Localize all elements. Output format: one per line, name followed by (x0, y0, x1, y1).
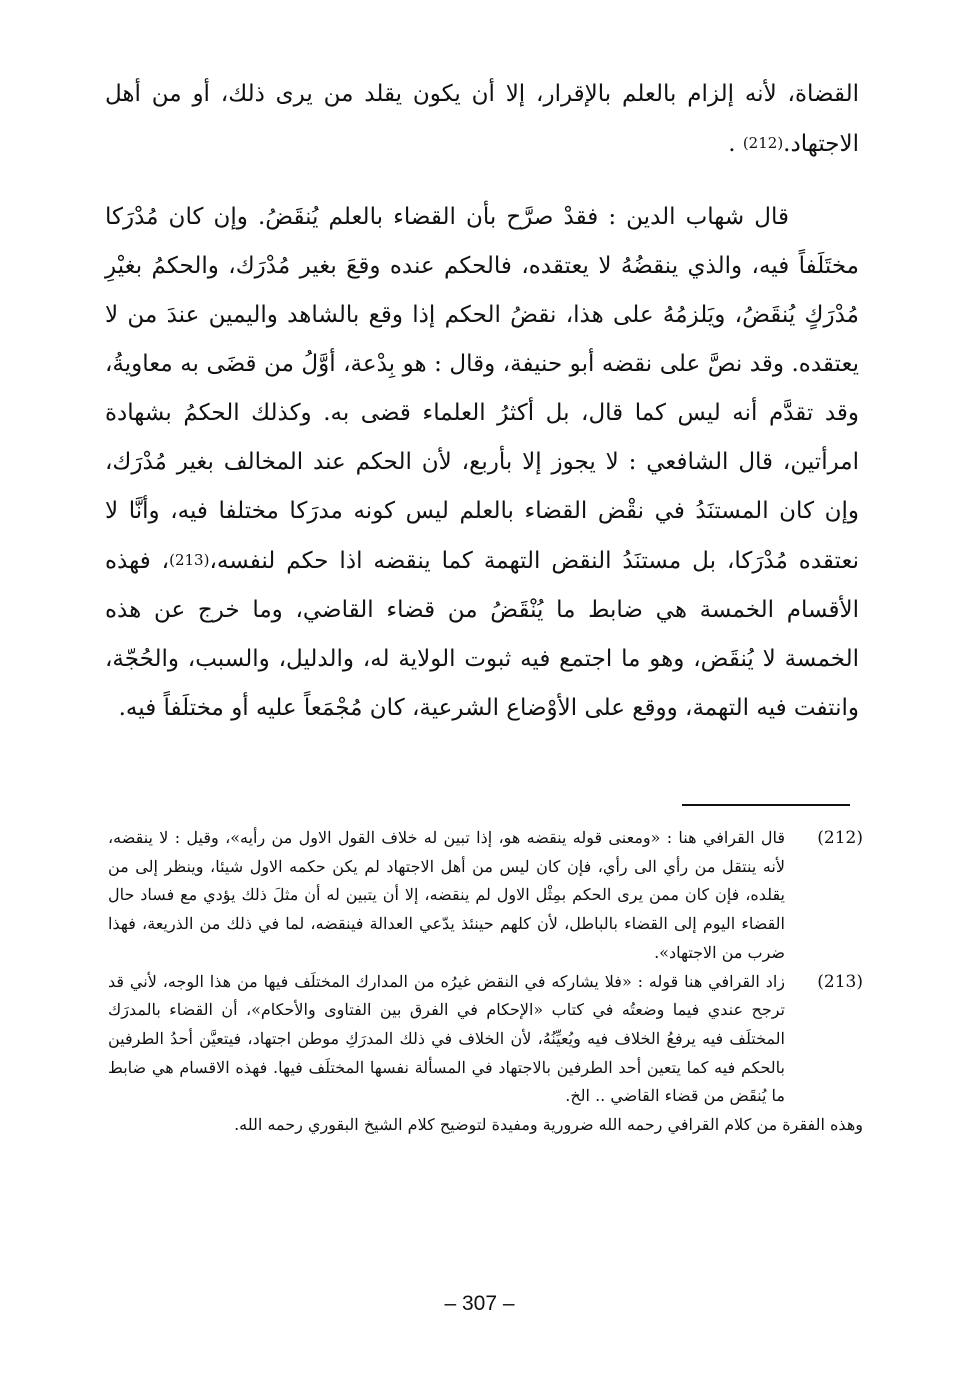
footnote-213-note: وهذه الفقرة من كلام القرافي رحمه الله ضرورية ومفيدة لتوضيح كلام الشيخ البقوري رحمه الله. (234, 1115, 863, 1135)
footnote-text: زاد القرافي هنا قوله : «فلا يشاركه في النقض غيرُه من المدارك المختلَف فيها من هذا الوجه، لأني قد ترجح عندي فيما وضعتُه في كتاب «الإحكام في الفرق بين الفتاوى والأحكام»، أن القضاء بالمدرَك المختلَف فيه يرفعُ الخلاف فيه ويُعيِّنُهُ، لأن الخلاف في ذلك المدرَكِ موطن اجتهاد، فيتعيَّن أحدُ الطرفين بالحكم فيه كما يتعين أحد الطرفين بالاجتهاد في المسألة نفسها المختلَف فيها. فهذه الاقسام هي ضابط ما يُنقَض من قضاء القاضي .. الخ. (108, 971, 785, 1106)
paragraph-continuation (105, 70, 859, 169)
footnote-separator (682, 804, 850, 806)
paragraph-1-end: . (728, 131, 743, 157)
paragraph-2 (105, 193, 859, 733)
footnotes-block (108, 824, 863, 1140)
paragraph-1-text: القضاة، لأنه إلزام بالعلم بالإقرار، إلا أن يكون يقلد من يرى ذلك، أو من أهل الاجتهاد. (105, 81, 859, 157)
main-text-block (105, 70, 859, 733)
paragraph-2-text-b: ، فهذه الأقسام الخمسة هي ضابط ما يُنْقَضُ من قضاء القاضي، وما خرج عن هذه الخمسة لا يُنقَض، وهو ما اجتمع فيه ثبوت الولاية له، والدليل، والسبب، والحُجّة، وانتفت فيه التهمة، ووقع على الأوْضاع الشرعية، كان مُجْمَعاً عليه أو مختلَفاً فيه. (105, 548, 859, 721)
footnote-number: (213) (817, 971, 863, 992)
footnote-ref-213[interactable]: (213) (169, 551, 210, 569)
footnote-text: قال القرافي هنا : «ومعنى قوله ينقضه هو، إذا تبين له خلاف القول الاول من رأيه»، وقيل : لا ينقضه، لأنه ينتقل من رأي الى رأي، فإن كان ليس من أهل الاجتهاد لم يكن حكمه الاول شيئا، وينظر إلى من يقلده، فإن كان ممن يرى الحكم بمِثْل الاول لم ينقضه، إلا أن يتبين له أن مثلَ ذلك يؤدي مع فساد حال القضاء اليوم إلى القضاء بالباطل، لأن كلهم حينئذ يدّعي العدالة فينقضه، لما في ذلك من الذريعة، فهذا ضرب من الاجتهاد». (108, 828, 786, 962)
footnote-212 (108, 824, 863, 968)
footnote-ref-212[interactable]: (212) (742, 134, 784, 152)
footnote-213 (108, 968, 863, 1112)
footnote-number: (212) (817, 828, 863, 848)
page-number: – 307 – (444, 1292, 515, 1315)
paragraph-2-text-a: قال شهاب الدين : فقدْ صرَّح بأن القضاء بالعلم يُنقَضُ. وإن كان مُدْرَكا مختَلَفاً فيه، والذي ينقضُهُ لا يعتقده، فالحكم عنده وقعَ بغير مُدْرَك، والحكمُ بغيْرِ مُدْرَكٍ يُنقَضُ، ويَلزمُهُ على هذا، نقضُ الحكم إذا وقع بالشاهد واليمين عندَ من لا يعتقده. وقد نصَّ على نقضه أبو حنيفة، وقال : هو بِدْعة، أوَّلُ من قضَى به معاويةُ، وقد تقدَّم أنه ليس كما قال، بل أكثرُ العلماء قضى به. وكذلك الحكمُ بشهادة امرأتين، قال الشافعي : لا يجوز إلا بأربع، لأن الحكم عند المخالف بغير مُدْرَك، وإن كان المستنَدُ في نقْض القضاء بالعلم ليس كونه مدرَكا مختلفا فيه، وأنَّا لا نعتقده مُدْرَكا، بل مستنَدُ النقض التهمة كما ينقضه اذا حكم لنفسه، (105, 204, 859, 574)
